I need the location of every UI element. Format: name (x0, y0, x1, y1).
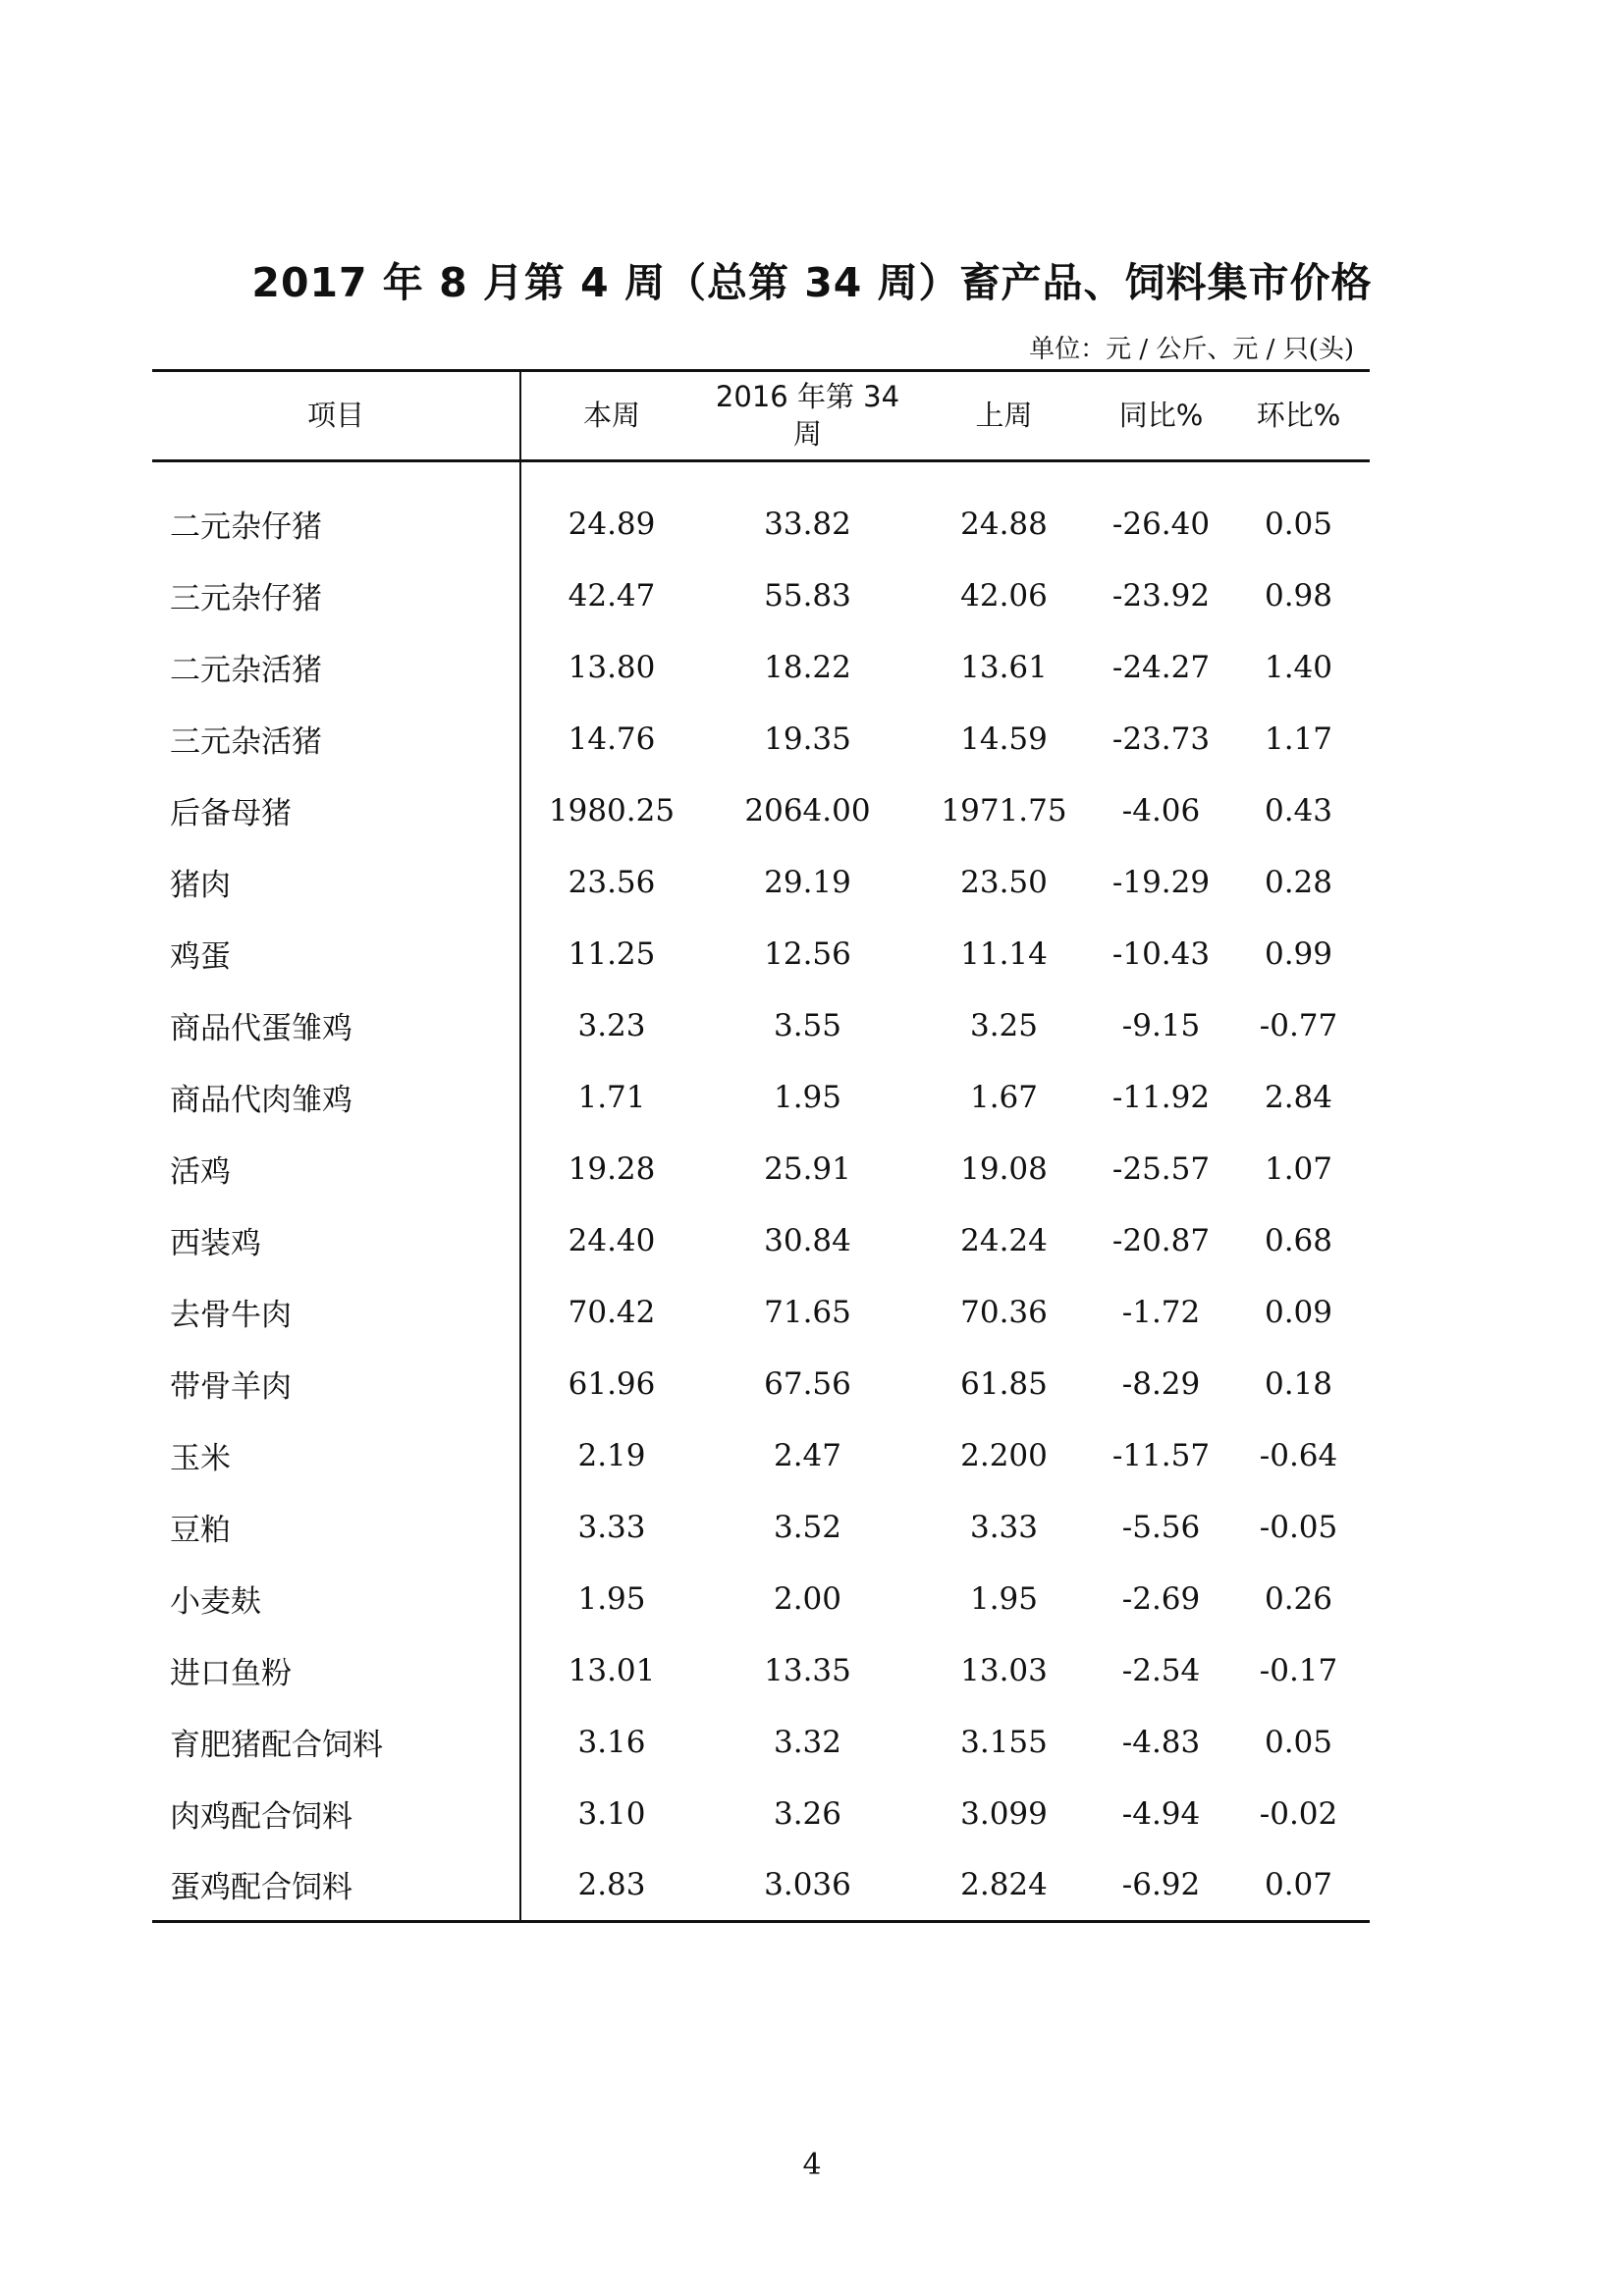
cell-yoy: -2.54 (1121, 1652, 1201, 1688)
cell-this-week: 24.89 (568, 506, 656, 542)
cell-last-week: 13.61 (960, 649, 1048, 685)
cell-last-year-week: 1.95 (773, 1079, 842, 1115)
cell-item-name: 二元杂活猪 (152, 631, 520, 703)
cell-yoy: -23.73 (1111, 721, 1211, 757)
cell-last-week: 3.33 (969, 1509, 1039, 1545)
cell-wow: 0.99 (1264, 935, 1333, 972)
cell-this-week: 13.01 (568, 1652, 656, 1688)
table-header (152, 371, 1370, 461)
cell-this-week: 3.33 (577, 1509, 646, 1545)
cell-this-week: 3.23 (577, 1007, 646, 1043)
cell-wow: 0.05 (1264, 1724, 1333, 1760)
cell-yoy: -8.29 (1121, 1365, 1201, 1402)
cell-wow: 1.40 (1264, 649, 1333, 685)
cell-yoy: -4.06 (1121, 792, 1201, 828)
header-yoy: 同比% (1118, 398, 1204, 432)
table-row (152, 1276, 1370, 1348)
cell-last-year-week: 2064.00 (744, 792, 871, 828)
cell-last-year-week: 13.35 (764, 1652, 851, 1688)
cell-item-name: 玉米 (152, 1419, 520, 1491)
cell-last-year-week: 2.00 (773, 1580, 842, 1617)
cell-yoy: -10.43 (1111, 935, 1211, 972)
cell-last-week: 3.099 (960, 1795, 1048, 1832)
cell-item-name: 三元杂活猪 (152, 703, 520, 774)
table-row (152, 1061, 1370, 1133)
cell-this-week: 61.96 (568, 1365, 656, 1402)
cell-item-name: 二元杂仔猪 (152, 488, 520, 560)
cell-last-week: 23.50 (960, 864, 1048, 900)
cell-last-week: 42.06 (960, 577, 1048, 614)
cell-last-year-week: 18.22 (764, 649, 851, 685)
cell-last-week: 24.88 (960, 506, 1048, 542)
cell-yoy: -5.56 (1121, 1509, 1201, 1545)
cell-this-week: 1980.25 (548, 792, 676, 828)
cell-last-year-week: 3.55 (773, 1007, 842, 1043)
cell-wow: -0.77 (1259, 1007, 1338, 1043)
cell-last-year-week: 33.82 (764, 506, 851, 542)
cell-last-week: 70.36 (960, 1294, 1048, 1330)
cell-item-name: 鸡蛋 (152, 918, 520, 989)
cell-last-year-week: 3.52 (773, 1509, 842, 1545)
cell-yoy: -26.40 (1111, 506, 1211, 542)
header-wow: 环比% (1256, 398, 1341, 432)
cell-last-week: 11.14 (960, 935, 1048, 972)
cell-this-week: 70.42 (568, 1294, 656, 1330)
cell-yoy: -24.27 (1111, 649, 1211, 685)
cell-last-year-week: 25.91 (764, 1150, 851, 1187)
price-table (152, 369, 1370, 1923)
page-number: 4 (802, 2148, 822, 2182)
table-row (152, 560, 1370, 631)
cell-yoy: -9.15 (1121, 1007, 1201, 1043)
cell-last-year-week: 55.83 (764, 577, 851, 614)
cell-last-year-week: 67.56 (764, 1365, 851, 1402)
cell-item-name: 豆粕 (152, 1491, 520, 1563)
table-row (152, 1634, 1370, 1706)
cell-last-week: 1.95 (969, 1580, 1039, 1617)
cell-yoy: -4.94 (1121, 1795, 1201, 1832)
cell-last-week: 3.25 (969, 1007, 1039, 1043)
table-row (152, 846, 1370, 918)
cell-item-name: 商品代蛋雏鸡 (152, 989, 520, 1061)
cell-last-year-week: 12.56 (764, 935, 851, 972)
cell-item-name: 三元杂仔猪 (152, 560, 520, 631)
cell-wow: 0.43 (1264, 792, 1333, 828)
table-row (152, 1348, 1370, 1419)
cell-last-year-week: 3.036 (764, 1866, 851, 1902)
cell-last-week: 61.85 (960, 1365, 1048, 1402)
cell-last-year-week: 30.84 (764, 1222, 851, 1258)
cell-this-week: 42.47 (568, 577, 656, 614)
cell-wow: 0.18 (1264, 1365, 1333, 1402)
table-row (152, 703, 1370, 774)
table-row (152, 774, 1370, 846)
header-last-week: 上周 (975, 398, 1033, 432)
cell-last-week: 2.200 (960, 1437, 1048, 1473)
cell-item-name: 西装鸡 (152, 1204, 520, 1276)
table-row (152, 488, 1370, 560)
cell-last-year-week: 29.19 (764, 864, 851, 900)
cell-last-year-week: 71.65 (764, 1294, 851, 1330)
cell-last-week: 14.59 (960, 721, 1048, 757)
cell-yoy: -2.69 (1121, 1580, 1201, 1617)
cell-yoy: -11.57 (1111, 1437, 1211, 1473)
cell-wow: -0.17 (1259, 1652, 1338, 1688)
cell-yoy: -23.92 (1111, 577, 1211, 614)
table-row (152, 989, 1370, 1061)
table-row (152, 1563, 1370, 1634)
cell-yoy: -4.83 (1121, 1724, 1201, 1760)
cell-last-year-week: 3.32 (773, 1724, 842, 1760)
cell-item-name: 商品代肉雏鸡 (152, 1061, 520, 1133)
cell-wow: 0.09 (1264, 1294, 1333, 1330)
header-this-week: 本周 (582, 398, 640, 432)
cell-this-week: 3.16 (577, 1724, 646, 1760)
cell-this-week: 1.95 (577, 1580, 646, 1617)
table-row (152, 1419, 1370, 1491)
cell-last-week: 1971.75 (941, 792, 1067, 828)
cell-yoy: -25.57 (1111, 1150, 1211, 1187)
cell-last-year-week: 19.35 (764, 721, 851, 757)
cell-item-name: 带骨羊肉 (152, 1348, 520, 1419)
table-row (152, 631, 1370, 703)
table-body (152, 488, 1370, 1921)
cell-wow: 1.17 (1264, 721, 1333, 757)
table-row (152, 1778, 1370, 1849)
cell-item-name: 去骨牛肉 (152, 1276, 520, 1348)
cell-this-week: 14.76 (568, 721, 656, 757)
cell-this-week: 23.56 (568, 864, 656, 900)
cell-wow: 2.84 (1264, 1079, 1333, 1115)
cell-item-name: 后备母猪 (152, 774, 520, 846)
cell-this-week: 1.71 (577, 1079, 646, 1115)
unit-note: 单位：元 / 公斤、元 / 只(头) (1029, 335, 1354, 364)
cell-wow: 0.68 (1264, 1222, 1333, 1258)
cell-last-week: 1.67 (969, 1079, 1039, 1115)
cell-yoy: -20.87 (1111, 1222, 1211, 1258)
cell-this-week: 2.19 (577, 1437, 646, 1473)
cell-this-week: 2.83 (577, 1866, 646, 1902)
header-last-year-week: 2016 年第 34 周 (715, 379, 900, 451)
cell-last-year-week: 2.47 (773, 1437, 842, 1473)
cell-item-name: 猪肉 (152, 846, 520, 918)
table-row (152, 1133, 1370, 1204)
header-item: 项目 (152, 371, 520, 461)
table-row (152, 1204, 1370, 1276)
cell-this-week: 24.40 (568, 1222, 656, 1258)
cell-last-year-week: 3.26 (773, 1795, 842, 1832)
cell-wow: -0.02 (1259, 1795, 1338, 1832)
cell-item-name: 活鸡 (152, 1133, 520, 1204)
cell-this-week: 11.25 (568, 935, 656, 972)
table-row (152, 1491, 1370, 1563)
cell-wow: 0.26 (1264, 1580, 1333, 1617)
cell-last-week: 19.08 (960, 1150, 1048, 1187)
cell-item-name: 蛋鸡配合饲料 (152, 1849, 520, 1921)
table-row (152, 1706, 1370, 1778)
cell-wow: 0.28 (1264, 864, 1333, 900)
cell-item-name: 肉鸡配合饲料 (152, 1778, 520, 1849)
table-row (152, 918, 1370, 989)
cell-wow: 0.07 (1264, 1866, 1333, 1902)
cell-wow: 1.07 (1264, 1150, 1333, 1187)
cell-yoy: -1.72 (1121, 1294, 1201, 1330)
page-title: 2017 年 8 月第 4 周（总第 34 周）畜产品、饲料集市价格 (251, 259, 1373, 306)
cell-item-name: 育肥猪配合饲料 (152, 1706, 520, 1778)
cell-last-week: 2.824 (960, 1866, 1048, 1902)
cell-item-name: 进口鱼粉 (152, 1634, 520, 1706)
cell-last-week: 13.03 (960, 1652, 1048, 1688)
table-row (152, 1849, 1370, 1921)
cell-this-week: 13.80 (568, 649, 656, 685)
cell-wow: -0.05 (1259, 1509, 1338, 1545)
cell-yoy: -11.92 (1111, 1079, 1211, 1115)
cell-this-week: 3.10 (577, 1795, 646, 1832)
cell-yoy: -6.92 (1121, 1866, 1201, 1902)
cell-wow: 0.05 (1264, 506, 1333, 542)
cell-last-week: 3.155 (960, 1724, 1048, 1760)
cell-this-week: 19.28 (568, 1150, 656, 1187)
cell-yoy: -19.29 (1111, 864, 1211, 900)
cell-item-name: 小麦麸 (152, 1563, 520, 1634)
cell-wow: 0.98 (1264, 577, 1333, 614)
cell-last-week: 24.24 (960, 1222, 1048, 1258)
cell-wow: -0.64 (1259, 1437, 1338, 1473)
